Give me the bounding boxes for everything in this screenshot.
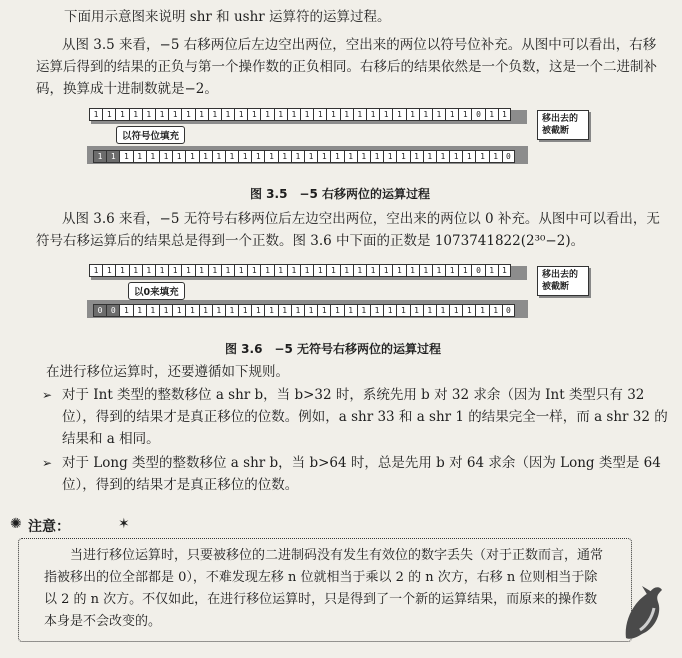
bits-row-top: [89, 108, 511, 121]
paragraph-fig35: 从图 3.5 来看，−5 右移两位后左边空出两位，空出来的两位以符号位补充。从图中可以看出，右移运算后得到的结果的正负与第一个操作数的正负相同。右移后的结果依然是一个负数，这是一个二进制补码，换算成十进制数就是−2。: [36, 37, 657, 97]
bit-cell: 1: [340, 108, 353, 121]
bit-cell: 1: [366, 108, 379, 121]
bit-cell: 1: [300, 264, 313, 277]
bit-cell: 1: [379, 264, 392, 277]
bit-cell: 1: [449, 304, 462, 317]
bit-cell: 1: [208, 264, 221, 277]
bit-cell: 1: [221, 264, 234, 277]
bit-cell: 1: [234, 108, 247, 121]
bit-cell: 1: [432, 264, 445, 277]
fill-tag: 以符号位填充: [116, 126, 185, 144]
note-text: 当进行移位运算时，只要被移位的二进制码没有发生有效位的数字丢失（对于正数而言，通常指被移出的位全部都是 0），不难发现左移 n 位就相当于乘以 2 的 n 次方，右移 n 位则相当于除以 2 的 n 次方。不仅如此，在进行移位运算时，只是得到了一个新的运算结果，而原来的操作数本身是不会改变的。: [44, 548, 604, 629]
bit-cell: 1: [410, 150, 423, 163]
rule-long: [42, 452, 668, 496]
bit-cell: 1: [172, 304, 185, 317]
bits-row-bottom: [93, 150, 515, 163]
bit-cell: 0: [106, 304, 119, 317]
intro-paragraph: 下面用示意图来说明 shr 和 ushr 运算符的运算过程。: [64, 9, 391, 25]
bit-cell: 1: [406, 264, 419, 277]
bit-cell: 1: [260, 264, 273, 277]
bit-cell: 1: [274, 108, 287, 121]
bit-cell: 1: [199, 150, 212, 163]
bit-cell: 1: [142, 264, 155, 277]
bit-cell: 1: [89, 108, 102, 121]
bit-cell: 1: [168, 108, 181, 121]
bit-cell: 1: [146, 150, 159, 163]
bit-cell: 1: [225, 150, 238, 163]
bit-cell: 1: [396, 304, 409, 317]
bit-cell: 0: [471, 264, 484, 277]
bit-cell: 1: [330, 150, 343, 163]
truncated-callout: 移出去的被截断: [537, 266, 589, 296]
bit-cell: 1: [93, 150, 106, 163]
paragraph-fig36: 从图 3.6 来看，−5 无符号右移两位后左边空出两位，空出来的两位以 0 补充。从图中可以看出，无符号右移运算后的结果总是得到一个正数。图 3.6 中下面的正数是 1073741822(2³⁰−2)。: [36, 211, 660, 249]
bit-cell: 1: [410, 304, 423, 317]
bit-cell: 1: [419, 264, 432, 277]
bit-cell: 1: [234, 264, 247, 277]
bit-cell: 1: [115, 264, 128, 277]
bit-cell: 0: [502, 150, 515, 163]
bit-cell: 1: [344, 304, 357, 317]
bit-cell: 1: [423, 150, 436, 163]
bit-cell: 1: [159, 150, 172, 163]
bit-cell: 1: [185, 150, 198, 163]
bit-cell: 1: [146, 304, 159, 317]
bit-cell: 1: [396, 150, 409, 163]
truncated-callout: 移出去的被截断: [537, 110, 589, 140]
bit-cell: 1: [340, 264, 353, 277]
bit-cell: 1: [489, 304, 502, 317]
fill-tag: 以0来填充: [128, 282, 185, 300]
bit-cell: 1: [419, 108, 432, 121]
bit-cell: 1: [251, 150, 264, 163]
bit-cell: 1: [181, 108, 194, 121]
dolphin-icon: [618, 582, 668, 644]
bit-cell: 1: [274, 264, 287, 277]
bit-cell: 1: [475, 304, 488, 317]
bit-cell: 1: [199, 304, 212, 317]
bit-cell: 1: [423, 304, 436, 317]
bit-cell: 1: [115, 108, 128, 121]
bit-cell: 1: [287, 108, 300, 121]
bit-cell: 1: [462, 150, 475, 163]
bit-cell: 1: [159, 304, 172, 317]
bit-cell: 1: [313, 108, 326, 121]
bit-cell: 1: [195, 264, 208, 277]
bit-cell: 1: [208, 108, 221, 121]
sparkle-icon: ✶: [118, 516, 130, 532]
figure-caption: 图 3.6 −5 无符号右移两位的运算过程: [225, 342, 442, 356]
bit-cell: 1: [225, 304, 238, 317]
bit-cell: 1: [357, 304, 370, 317]
bit-cell: 1: [370, 150, 383, 163]
bit-cell: 1: [195, 108, 208, 121]
rule-int: [42, 384, 668, 450]
bit-cell: 1: [278, 304, 291, 317]
bit-cell: 1: [291, 150, 304, 163]
bits-row-bottom: [93, 304, 515, 317]
bit-cell: 1: [353, 264, 366, 277]
bit-cell: 1: [383, 304, 396, 317]
bit-cell: 1: [106, 150, 119, 163]
bit-cell: 1: [129, 108, 142, 121]
bit-cell: 1: [133, 150, 146, 163]
bit-cell: 1: [102, 264, 115, 277]
bit-cell: 1: [247, 264, 260, 277]
bit-cell: 1: [304, 150, 317, 163]
bit-cell: 1: [155, 264, 168, 277]
bit-cell: 1: [155, 108, 168, 121]
note-title: 注意：: [28, 519, 70, 535]
bit-cell: 1: [392, 264, 405, 277]
bit-cell: 1: [489, 150, 502, 163]
bit-cell: 1: [344, 150, 357, 163]
bit-cell: 1: [498, 108, 511, 121]
bit-cell: 1: [185, 304, 198, 317]
bit-cell: 1: [379, 108, 392, 121]
bit-cell: 1: [317, 150, 330, 163]
bits-row-top: [89, 264, 511, 277]
sparkle-icon: ✺: [10, 516, 22, 532]
bit-cell: 0: [93, 304, 106, 317]
bit-cell: 1: [238, 304, 251, 317]
bit-cell: 1: [291, 304, 304, 317]
bit-cell: 1: [406, 108, 419, 121]
bit-cell: 1: [168, 264, 181, 277]
bit-cell: 1: [445, 264, 458, 277]
bit-cell: 1: [133, 304, 146, 317]
bit-cell: 1: [317, 304, 330, 317]
bit-cell: 1: [449, 150, 462, 163]
bit-cell: 1: [462, 304, 475, 317]
bit-cell: 1: [300, 108, 313, 121]
bit-cell: 1: [172, 150, 185, 163]
bit-cell: 0: [502, 304, 515, 317]
bit-cell: 1: [445, 108, 458, 121]
bit-cell: 1: [313, 264, 326, 277]
bit-cell: 1: [102, 108, 115, 121]
bit-cell: 1: [251, 304, 264, 317]
bit-cell: 1: [238, 150, 251, 163]
bit-cell: 1: [181, 264, 194, 277]
bit-cell: 1: [458, 264, 471, 277]
bit-cell: 1: [129, 264, 142, 277]
bit-cell: 1: [383, 150, 396, 163]
bit-cell: 1: [353, 108, 366, 121]
bit-cell: 1: [326, 264, 339, 277]
bit-cell: 1: [357, 150, 370, 163]
bit-cell: 1: [287, 264, 300, 277]
bit-cell: 1: [326, 108, 339, 121]
bit-cell: 1: [392, 108, 405, 121]
bit-cell: 1: [304, 304, 317, 317]
bit-cell: 1: [436, 150, 449, 163]
bit-cell: 1: [330, 304, 343, 317]
bit-cell: 1: [221, 108, 234, 121]
arrow-bullet-icon: ➢: [42, 388, 53, 402]
bit-cell: 1: [475, 150, 488, 163]
bit-cell: 1: [485, 108, 498, 121]
bit-cell: 1: [89, 264, 102, 277]
bit-cell: 1: [436, 304, 449, 317]
bit-cell: 1: [142, 108, 155, 121]
bit-cell: 1: [264, 304, 277, 317]
bit-cell: 1: [498, 264, 511, 277]
figure-caption: 图 3.5 −5 右移两位的运算过程: [250, 187, 431, 201]
bit-cell: 1: [212, 150, 225, 163]
bit-cell: 1: [458, 108, 471, 121]
bit-cell: 1: [370, 304, 383, 317]
bit-cell: 1: [432, 108, 445, 121]
bit-cell: 1: [119, 304, 132, 317]
bit-cell: 1: [260, 108, 273, 121]
bit-cell: 1: [366, 264, 379, 277]
bit-cell: 1: [247, 108, 260, 121]
bit-cell: 1: [119, 150, 132, 163]
rule-text: 对于 Long 类型的整数移位 a shr b，当 b>64 时，总是先用 b 对 64 求余（因为 Long 类型是 64 位），得到的结果才是真正移位的位数。: [62, 455, 661, 493]
rule-text: 对于 Int 类型的整数移位 a shr b，当 b>32 时，系统先用 b 对 32 求余（因为 Int 类型只有 32 位），得到的结果才是真正移位的位数。例如，a shr 33 和 a shr 1 的结果完全一样，而 a shr 32 的结果和 a 相同。: [62, 387, 668, 447]
bit-cell: 1: [264, 150, 277, 163]
rules-intro: 在进行移位运算时，还要遵循如下规则。: [46, 364, 289, 380]
bit-cell: 1: [212, 304, 225, 317]
bit-cell: 1: [485, 264, 498, 277]
arrow-bullet-icon: ➢: [42, 456, 53, 470]
bit-cell: 0: [471, 108, 484, 121]
bit-cell: 1: [278, 150, 291, 163]
